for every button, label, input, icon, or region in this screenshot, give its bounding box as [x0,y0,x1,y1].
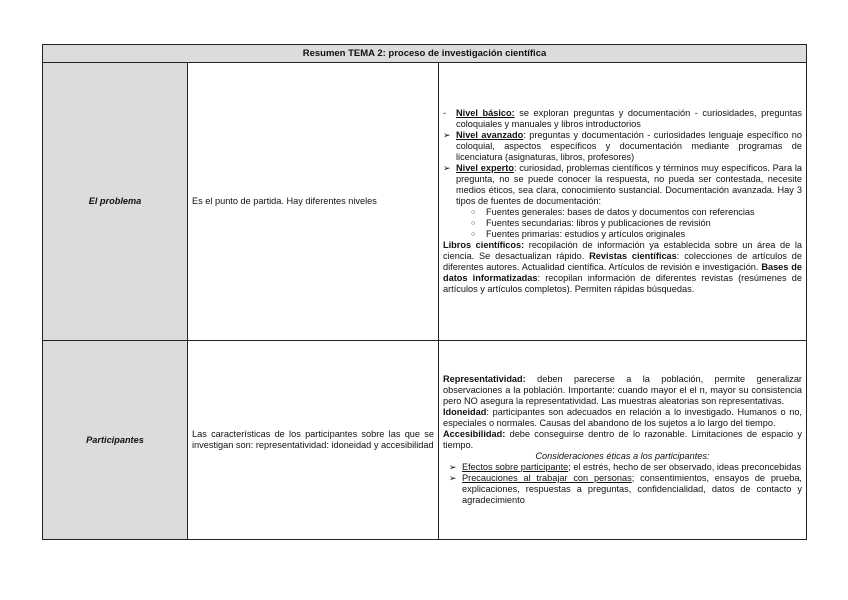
revistas-text: : colecciones de artículos de diferentes autores. Actualidad científica. Artículos de revisión e investigación. [443,251,802,272]
fuente-item [443,207,802,218]
accesibilidad-paragraph [443,429,802,451]
representatividad-term: Representatividad: [443,374,526,384]
fuente-item [443,229,802,240]
nivel-basico-item [443,108,802,130]
accesibilidad-text: debe conseguirse dentro de lo razonable. Limitaciones de espacio y tiempo. [443,429,802,450]
fuente-item [443,218,802,229]
libros-paragraph [443,240,802,295]
accesibilidad-term: Accesibilidad: [443,429,506,439]
revistas-term: Revistas científicas [589,251,677,261]
fuente-primarias: Fuentes primarias: estudios y artículos originales [486,229,686,239]
circle-bullet-icon: ○ [471,231,476,238]
precauciones-text: ; consentimientos, ensayos de prueba, explicaciones, respuestas a preguntas, confidencialidad, datos de contacto y agradecimiento [462,473,802,505]
bases-text: : recopilan información de diferentes revistas (resúmenes de artículos y artículos completos). Permiten rápidas búsquedas. [443,273,802,294]
participantes-description: Las características de los participantes sobre las que se investigan son: representatividad: idoneidad y accesibilidad [188,341,439,540]
precauciones-term: Precauciones al trabajar con personas [462,473,632,483]
efectos-term: Efectos sobre participante [462,462,569,472]
nivel-experto-term: Nivel experto [456,163,514,173]
representatividad-text: deben parecerse a la población, permite generalizar observaciones a la población. Importante: cuando mayor el el n, mayor su consistencia pero NO asegura la representatividad. Las muestras aleatorias son representativas. [443,374,802,406]
problema-detail [439,63,807,341]
nivel-avanzado-text: : preguntas y documentación - curiosidades lenguaje específico no coloquial, aspectos específicos y documentación mediante programas de licenciatura (asignaturas, libros, profesores) [456,130,802,162]
summary-table [42,44,807,540]
nivel-avanzado-item [443,130,802,163]
fuente-secundarias: Fuentes secundarias: libros y publicaciones de revisión [486,218,711,228]
circle-bullet-icon: ○ [471,209,476,216]
row-label-participantes: Participantes [43,341,188,540]
libros-text: recopilación de información ya establecida sobre un área de la ciencia. Se desactualizan rápido. [443,240,802,261]
nivel-experto-text: : curiosidad, problemas científicos y términos muy específicos. Para la pregunta, no se puede conocer la respuesta, no pueda ser contestada, necesite medios éticos, sea clara, conocimiento sustancial. Documentación avanzada. Hay 3 tipos de fuentes de documentación: [456,163,802,206]
row-label-problema: El problema [43,63,188,341]
dash-marker: - [443,108,447,118]
precauciones-item [443,473,802,506]
row-problema [43,63,807,341]
fuente-generales: Fuentes generales: bases de datos y documentos con referencias [486,207,755,217]
nivel-experto-item [443,163,802,207]
problema-description: Es el punto de partida. Hay diferentes niveles [188,63,439,341]
bases-term: Bases de datos informatizadas [443,262,802,283]
arrow-bullet-icon: ➢ [449,462,457,472]
row-participantes [43,341,807,540]
participantes-detail [439,341,807,540]
nivel-basico-text: se exploran preguntas y documentación - curiosidades, preguntas coloquiales y manuales y libros introductorios [456,108,802,129]
circle-bullet-icon: ○ [471,220,476,227]
idoneidad-term: Idoneidad [443,407,487,417]
idoneidad-paragraph [443,407,802,429]
arrow-bullet-icon: ➢ [443,163,451,173]
title-row [43,45,807,63]
representatividad-paragraph [443,374,802,407]
nivel-avanzado-term: Nivel avanzado [456,130,524,140]
arrow-bullet-icon: ➢ [443,130,451,140]
idoneidad-text: : participantes son adecuados en relación a lo investigado. Humanos o no, especiales o normales. Causas del abandono de los sujetos a lo largo del tiempo. [443,407,802,428]
etica-heading: Consideraciones éticas a los participantes: [535,451,710,461]
arrow-bullet-icon: ➢ [449,473,457,483]
libros-term: Libros científicos: [443,240,525,250]
efectos-text: ; el estrés, hecho de ser observado, ideas preconcebidas [568,462,802,472]
nivel-basico-term: Nivel básico: [456,108,515,118]
table-title: Resumen TEMA 2: proceso de investigación científica [43,45,807,63]
efectos-item [443,462,802,473]
